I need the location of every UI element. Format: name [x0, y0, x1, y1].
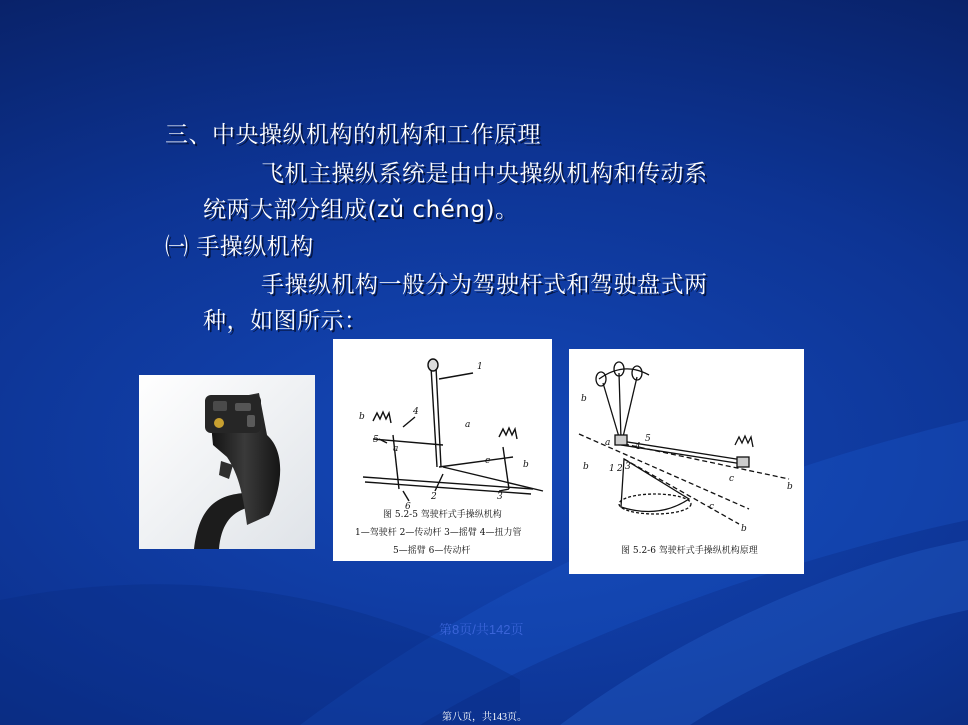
label-3: 3 [497, 492, 503, 502]
label-6: 6 [405, 502, 411, 512]
figure-2-legend-line-2: 5—摇臂 6—传动杆 [393, 546, 471, 556]
label-b-bottom: b [741, 524, 747, 534]
label-a-left: a [393, 444, 399, 454]
label-2: 2 [617, 464, 623, 474]
label-a-top: a [465, 420, 471, 430]
figure-2-caption: 图 5.2-5 驾驶杆式手操纵机构 [383, 510, 502, 520]
label-1: 1 [477, 362, 483, 372]
paragraph-2-line-1: 手操纵机构一般分为驾驶杆式和驾驶盘式两 [261, 272, 708, 298]
figure-2-legend-line-1: 1—驾驶杆 2—传动杆 3—摇臂 4—扭力管 [355, 528, 522, 538]
figure-3-caption: 图 5.2-6 驾驶杆式手操纵机构原理 [621, 546, 758, 556]
label-1: 1 [609, 464, 615, 474]
label-5: 5 [373, 435, 379, 445]
label-c: c [485, 456, 491, 466]
label-4: 4 [413, 407, 419, 417]
section-heading: 三、中央操纵机构的机构和工作原理 [165, 122, 541, 148]
label-b-right: b [523, 460, 529, 470]
label-b-left: b [359, 412, 365, 422]
page-footer: 第八页，共143页。 [442, 712, 527, 723]
paragraph-1-line-1: 飞机主操纵系统是由中央操纵机构和传动系 [261, 161, 708, 187]
subheading: ㈠ 手操纵机构 [165, 234, 314, 260]
label-2: 2 [431, 492, 437, 502]
label-3: 3 [625, 462, 631, 472]
label-c-right: c [729, 474, 735, 484]
label-a: a [605, 438, 611, 448]
label-4: 4 [635, 442, 641, 452]
joystick-photo [139, 375, 315, 549]
figure-5-2-6-diagram [569, 349, 804, 574]
label-b-left: b [583, 462, 589, 472]
page-indicator: 第8页/共142页 [439, 622, 524, 637]
label-b-top: b [581, 394, 587, 404]
label-b-right: b [787, 482, 793, 492]
label-c-bottom: c [709, 502, 715, 512]
paragraph-1-line-2: 统两大部分组成(zǔ chéng)。 [203, 197, 519, 223]
paragraph-2-line-2: 种，如图所示： [203, 308, 368, 334]
figure-5-2-5-diagram [333, 339, 552, 561]
label-5: 5 [645, 434, 651, 444]
